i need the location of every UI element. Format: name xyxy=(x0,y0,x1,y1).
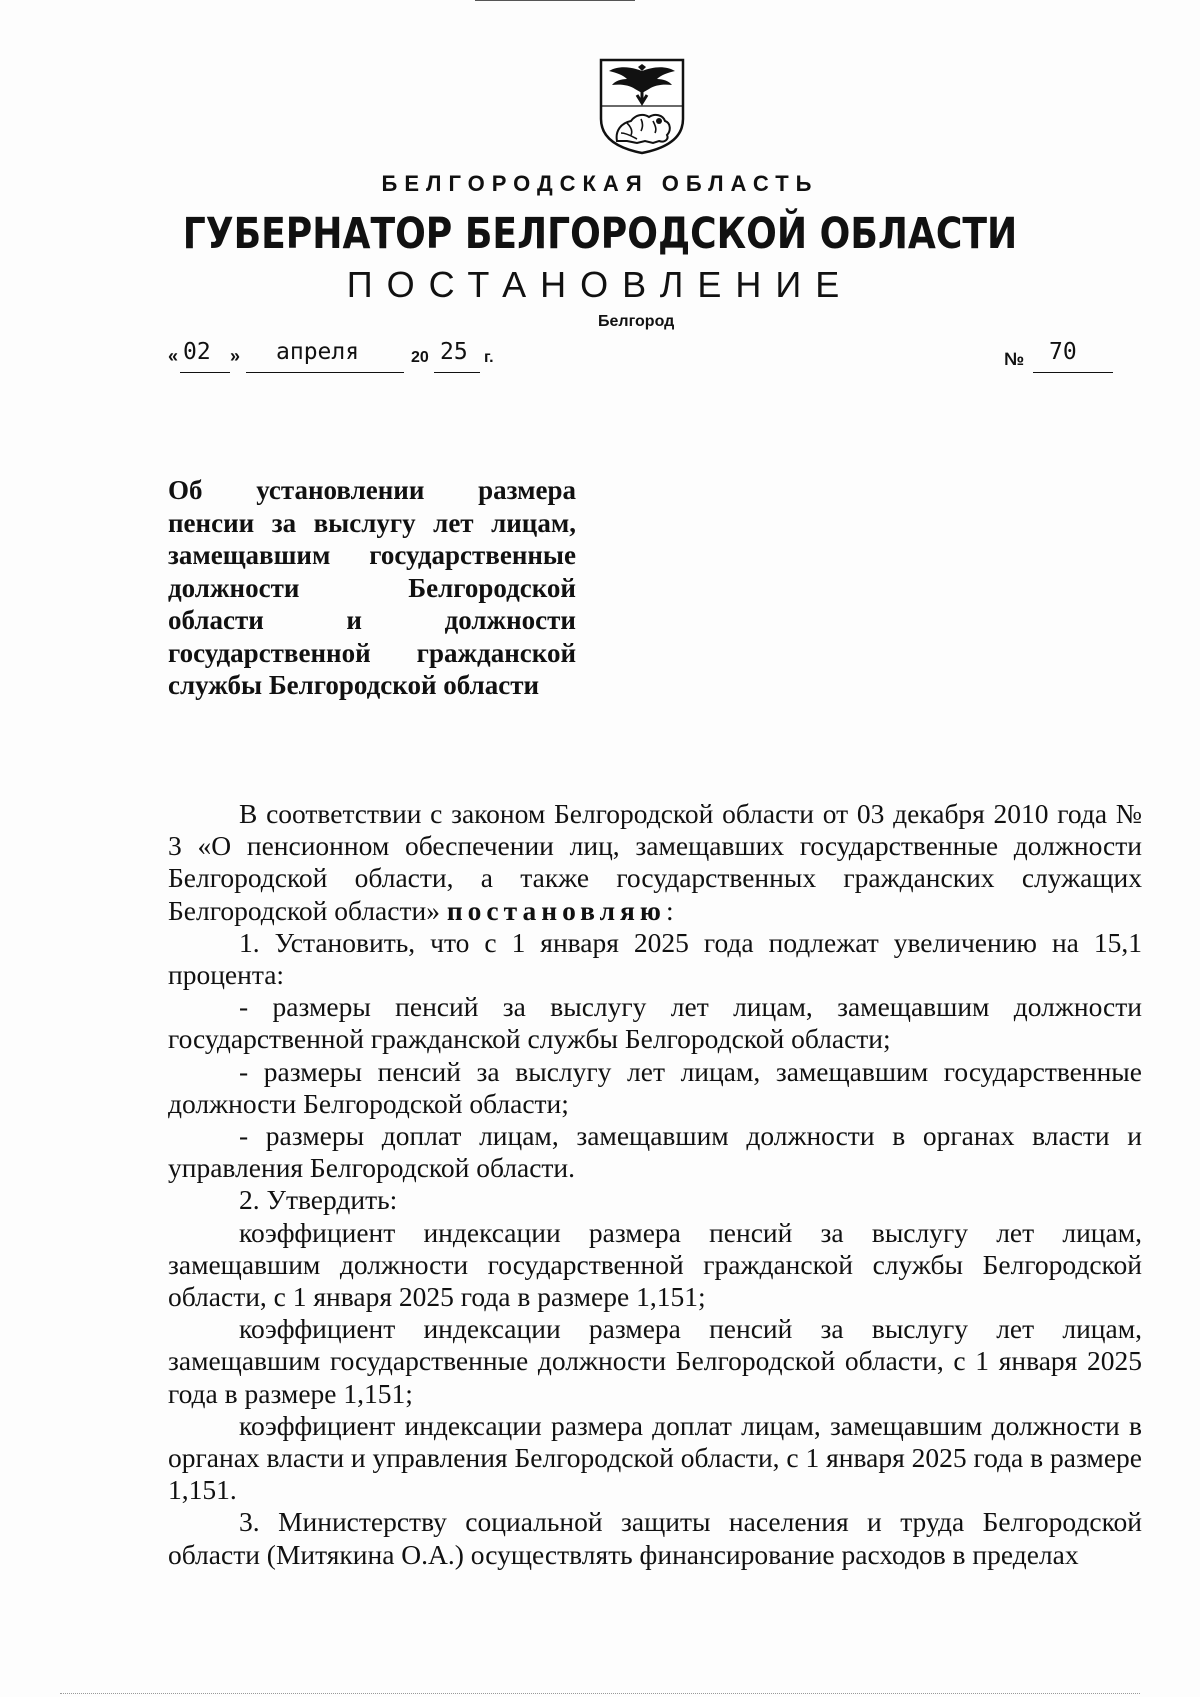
body-paragraph: - размеры пенсий за выслугу лет лицам, замещавшим должности государственной гражданской службы Белгородской области; xyxy=(168,991,1142,1055)
preamble-text: В соответствии с законом Белгородской области от 03 декабря 2010 года № 3 «О пенсионном обеспечении лиц, замещавших государственные должности Белгородской области, а также государственных гражданских служащих Белгородской области» xyxy=(168,798,1142,926)
document-number: 70 xyxy=(1049,339,1077,365)
body-paragraph: - размеры пенсий за выслугу лет лицам, замещавшим государственные должности Белгородской области; xyxy=(168,1055,1142,1119)
body-paragraph: коэффициент индексации размера доплат лицам, замещавшим должности в органах власти и управления Белгородской области, с 1 января 2025 года в размере 1,151. xyxy=(168,1409,1142,1506)
title-line: должности Белгородской xyxy=(168,572,576,603)
number-underline xyxy=(1033,372,1113,373)
date-open-quote: « xyxy=(168,346,179,366)
city-label: Белгород xyxy=(598,313,675,330)
body-paragraph: 2. Утвердить: xyxy=(239,1184,398,1216)
date-close-quote: » xyxy=(230,346,241,366)
body-paragraph: коэффициент индексации размера пенсий за выслугу лет лицам, замещавшим должности государственной гражданской службы Белгородской области, с 1 января 2025 года в размере 1,151; xyxy=(168,1216,1142,1313)
date-day: 02 xyxy=(183,339,211,365)
document-body xyxy=(168,798,1142,1571)
day-underline xyxy=(180,372,230,373)
region-heading: БЕЛГОРОДСКАЯ ОБЛАСТЬ xyxy=(381,171,819,196)
body-paragraph: 1. Установить, что с 1 января 2025 года подлежат увеличению на 15,1 процента: xyxy=(168,926,1142,991)
title-line: Об установлении размера xyxy=(168,475,576,505)
title-line: службы Белгородской области xyxy=(168,670,540,700)
coat-of-arms-icon xyxy=(597,57,687,155)
date-year-prefix: 20 xyxy=(411,349,429,366)
bottom-edge-line xyxy=(60,1693,1140,1694)
month-underline xyxy=(246,372,404,373)
decree-word: постановляю xyxy=(446,894,666,926)
date-year-suffix: 25 xyxy=(440,339,468,365)
date-year-abbr: г. xyxy=(484,349,494,366)
document-title xyxy=(168,474,576,702)
document-type-heading: ПОСТАНОВЛЕНИЕ xyxy=(346,264,854,305)
title-line: области и должности xyxy=(168,605,576,635)
authority-heading: ГУБЕРНАТОР БЕЛГОРОДСКОЙ ОБЛАСТИ xyxy=(182,209,1018,259)
date-month: апреля xyxy=(276,339,360,365)
body-paragraph: коэффициент индексации размера пенсий за выслугу лет лицам, замещавшим государственные должности Белгородской области, с 1 января 2025 года в размере 1,151; xyxy=(168,1313,1142,1409)
top-edge-line xyxy=(475,0,635,1)
number-label: № xyxy=(1004,349,1025,369)
preamble-paragraph xyxy=(168,798,1142,927)
title-line: государственной гражданской xyxy=(168,637,576,668)
title-line: пенсии за выслугу лет лицам, xyxy=(168,507,576,538)
body-paragraph: - размеры доплат лицам, замещавшим должности в органах власти и управления Белгородской области. xyxy=(168,1120,1142,1184)
body-paragraph: 3. Министерству социальной защиты населения и труда Белгородской области (Митякина О.А.) осуществлять финансирование расходов в пределах xyxy=(168,1506,1142,1570)
year-underline xyxy=(434,372,480,373)
decree-colon: : xyxy=(665,894,674,926)
title-line: замещавшим государственные xyxy=(168,540,576,570)
